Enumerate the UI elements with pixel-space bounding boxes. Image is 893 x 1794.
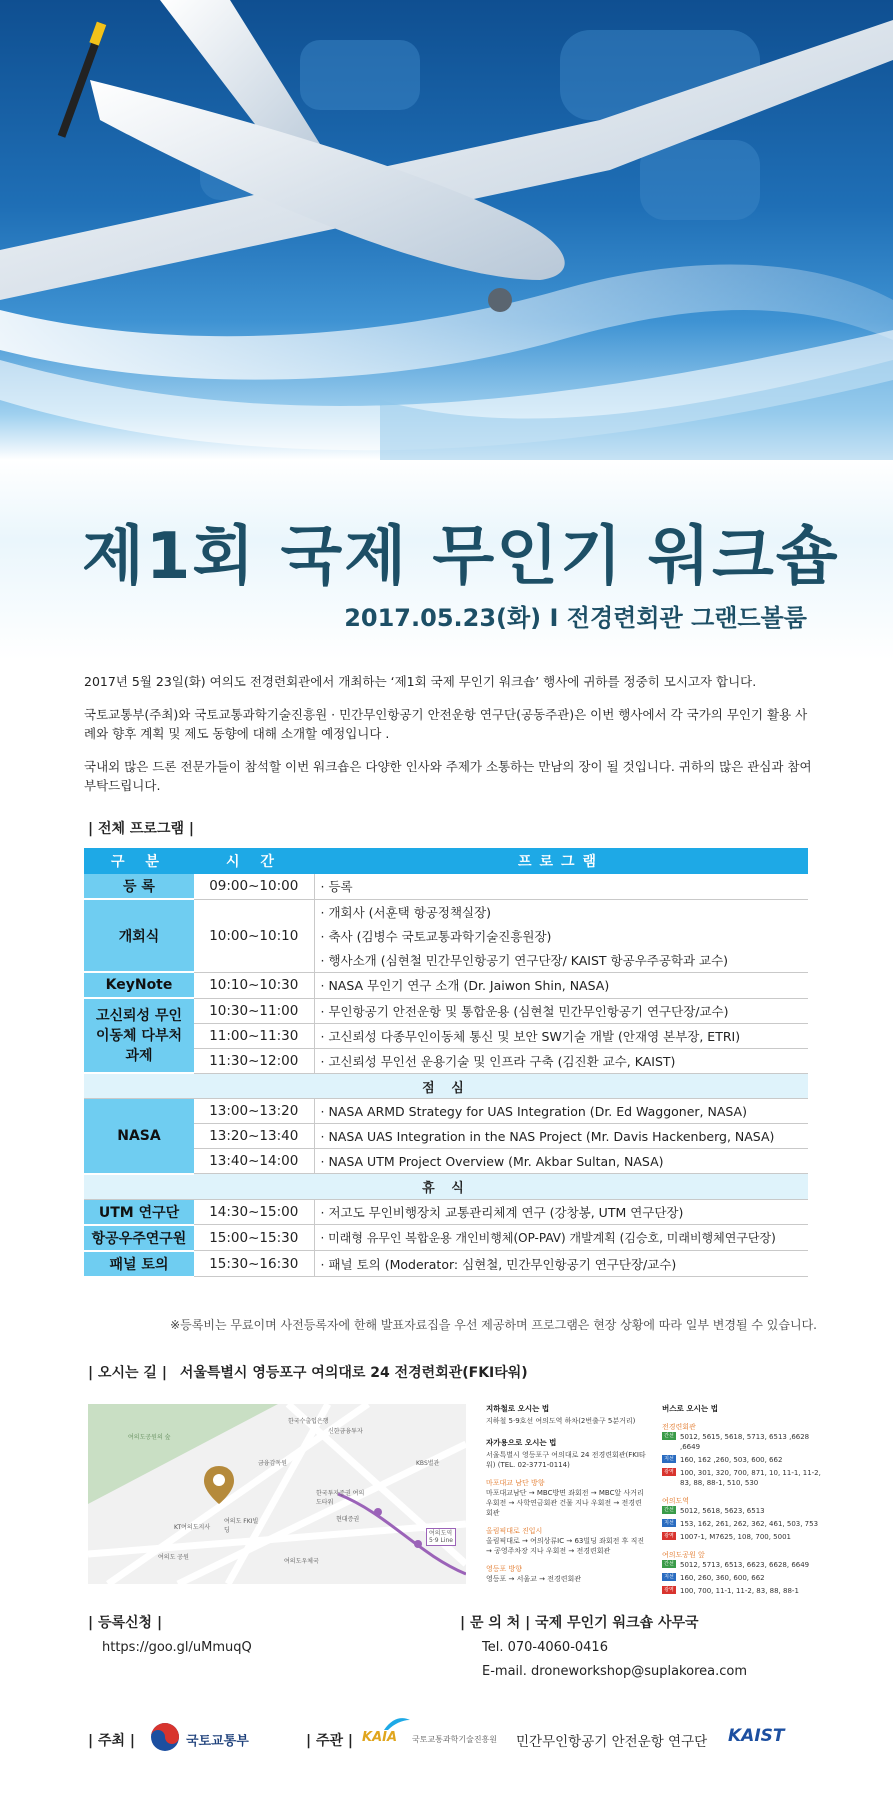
table-header-row <box>84 848 808 874</box>
location-label: | 오시는 길 | <box>88 1365 167 1381</box>
registration-note: ※등록비는 무료이며 사전등록자에 한해 발표자료집을 우선 제공하며 프로그램은 현장 상황에 따라 일부 변경될 수 있습니다. <box>170 1318 817 1332</box>
bus-title: 버스로 오시는 법 <box>662 1404 718 1413</box>
header-category: 구 분 <box>84 848 194 874</box>
bus-type-badge: 지선 <box>662 1519 676 1527</box>
bus-routes: 100, 301, 320, 700, 871, 10, 11-1, 11-2, 83, 88, 88-1, 510, 530 <box>680 1469 821 1487</box>
bus-type-badge: 간선 <box>662 1432 676 1440</box>
map-label: 여의도우체국 <box>284 1558 319 1565</box>
directions-bus <box>662 1404 822 1599</box>
category-cell: 패널 토의 <box>84 1251 194 1277</box>
bus-type-badge: 광역 <box>662 1532 676 1540</box>
time-cell: 15:30~16:30 <box>194 1251 314 1277</box>
car-desc: 서울특별시 영등포구 여의대로 24 전경련회관(FKI타워) (TEL. 02-3771-0114) <box>486 1451 646 1469</box>
bus-line <box>662 1432 822 1452</box>
location-pin-icon <box>204 1466 234 1504</box>
map-label: 금융감독원 <box>258 1460 287 1467</box>
car-title: 자가용으로 오시는 법 <box>486 1438 557 1447</box>
bus-routes: 100, 700, 11-1, 11-2, 83, 88, 88-1 <box>680 1587 799 1595</box>
category-cell: 항공우주연구원 <box>84 1225 194 1251</box>
map-label: KT여의도지사 <box>174 1524 211 1531</box>
page-title: 제1회 국제 무인기 워크숍 <box>82 520 840 594</box>
bus-line <box>662 1455 822 1465</box>
bus-routes: 5012, 5713, 6513, 6623, 6628, 6649 <box>680 1561 810 1569</box>
bus-type-badge: 간선 <box>662 1506 676 1514</box>
map-label: 한국수출입은행 <box>288 1418 329 1425</box>
program-cell: · NASA 무인기 연구 소개 (Dr. Jaiwon Shin, NASA) <box>314 972 808 998</box>
bus-type-badge: 지선 <box>662 1573 676 1581</box>
bus-routes: 5012, 5615, 5618, 5713, 6513 ,6628 ,6649 <box>680 1433 810 1451</box>
map-label: 여의도 공원 <box>158 1554 189 1561</box>
bus-type-badge: 광역 <box>662 1468 676 1476</box>
bus-stop-name: 여의도역 <box>662 1497 690 1505</box>
program-table <box>84 848 808 1278</box>
table-row <box>84 1251 808 1277</box>
header-program: 프로그램 <box>314 848 808 874</box>
subway-desc: 지하철 5·9호선 여의도역 하차(2번출구 5분거리) <box>486 1417 636 1425</box>
bus-line <box>662 1532 822 1542</box>
program-cell: · 저고도 무인비행장치 교통관리체계 연구 (강창봉, UTM 연구단장) <box>314 1199 808 1225</box>
time-cell: 09:00~10:00 <box>194 874 314 899</box>
program-cell: · 행사소개 (심현철 민간무인항공기 연구단장/ KAIST 항공우주공학과 교수) <box>314 948 808 973</box>
program-cell: · 등록 <box>314 874 808 899</box>
registration-label: | 등록신청 | <box>88 1615 163 1631</box>
car-route-desc: 영등포 → 서울교 → 전경련회관 <box>486 1575 582 1583</box>
program-cell: · 무인항공기 안전운항 및 통합운용 (심현철 민간무인항공기 연구단장/교수) <box>314 998 808 1023</box>
program-section-title: | 전체 프로그램 | <box>88 821 194 837</box>
station-name: 여의도역 <box>429 1530 453 1537</box>
subway-station-label <box>426 1528 456 1546</box>
kaist-logo: KAIST <box>728 1726 785 1746</box>
table-row <box>84 1073 808 1099</box>
table-row <box>84 874 808 899</box>
bus-groups <box>662 1422 822 1596</box>
time-cell: 11:00~11:30 <box>194 1023 314 1048</box>
table-row <box>84 998 808 1023</box>
bus-routes: 160, 162 ,260, 503, 600, 662 <box>680 1456 783 1464</box>
station-line: 5·9 Line <box>429 1537 453 1544</box>
time-cell: 14:30~15:00 <box>194 1199 314 1225</box>
drone-camera-icon <box>488 288 512 312</box>
host-name: 국토교통부 <box>186 1734 249 1749</box>
bus-line <box>662 1468 822 1488</box>
table-row <box>84 1099 808 1124</box>
table-row <box>84 1199 808 1225</box>
program-cell: · NASA ARMD Strategy for UAS Integration (Dr. Ed Waggoner, NASA) <box>314 1099 808 1124</box>
time-cell: 13:40~14:00 <box>194 1149 314 1174</box>
bus-stop-name: 전경련회관 <box>662 1423 696 1431</box>
header-time: 시 간 <box>194 848 314 874</box>
map-label: KBS별관 <box>416 1460 440 1467</box>
organizer-label: | 주관 | <box>306 1733 354 1749</box>
intro-paragraph: 국토교통부(주최)와 국토교통과학기술진흥원 · 민간무인항공기 안전운항 연구단(공동주관)은 이번 행사에서 각 국가의 무인기 활용 사례와 향후 계획 및 제도 동향에 대해 소개할 예정입니다 . <box>84 707 808 741</box>
bus-routes: 160, 260, 360, 600, 662 <box>680 1574 765 1582</box>
location-section <box>88 1362 528 1382</box>
table-row <box>84 1225 808 1251</box>
event-date-venue: 2017.05.23(화) Ⅰ 전경련회관 그랜드볼룸 <box>344 604 807 632</box>
intro-paragraph: 2017년 5월 23일(화) 여의도 전경련회관에서 개최하는 ‘제1회 국제 무인기 워크숍’ 행사에 귀하를 정중히 모시고자 합니다. <box>84 674 757 689</box>
time-cell: 13:20~13:40 <box>194 1124 314 1149</box>
category-cell: 등 록 <box>84 874 194 899</box>
rest-break: 휴 식 <box>84 1174 808 1200</box>
table-row <box>84 972 808 998</box>
program-cell: · 개회사 (서훈택 항공정책실장) <box>320 904 492 920</box>
table-row <box>84 899 808 924</box>
bus-type-badge: 간선 <box>662 1560 676 1568</box>
car-route-desc: 마포대교남단 → MBC방면 좌회전 → MBC앞 사거리 우회전 → 사학연금회관 건물 지나 우회전 → 전경련회관 <box>486 1489 644 1517</box>
map-label: 여의도공원의 숲 <box>128 1434 171 1441</box>
drone-illustration <box>0 0 893 460</box>
program-cell: · 고신뢰성 무인선 운용기술 및 인프라 구축 (김진환 교수, KAIST) <box>314 1048 808 1073</box>
program-cell: · NASA UTM Project Overview (Mr. Akbar Sultan, NASA) <box>314 1149 808 1174</box>
time-cell: 10:00~10:10 <box>194 899 314 972</box>
bus-type-badge: 광역 <box>662 1586 676 1594</box>
table-row <box>84 1174 808 1200</box>
car-route-name: 올림픽대로 진입시 <box>486 1527 543 1535</box>
time-cell: 11:30~12:00 <box>194 1048 314 1073</box>
program-cell: · 축사 (김병수 국토교통과학기술진흥원장) <box>320 928 552 944</box>
kaia-full-name: 국토교통과학기술진흥원 <box>412 1735 498 1744</box>
kaia-logo: KAIA <box>362 1730 398 1745</box>
contact-email[interactable]: E-mail. droneworkshop@suplakorea.com <box>482 1664 747 1679</box>
category-cell: 개회식 <box>84 899 194 972</box>
bus-type-badge: 지선 <box>662 1455 676 1463</box>
category-cell: KeyNote <box>84 972 194 998</box>
bus-routes: 1007-1, M7625, 108, 700, 5001 <box>680 1533 791 1541</box>
bus-stop-name: 여의도공원 앞 <box>662 1551 705 1559</box>
bus-line <box>662 1519 822 1529</box>
category-cell: 고신뢰성 무인이동체 다부처과제 <box>84 998 194 1073</box>
bus-routes: 153, 162, 261, 262, 362, 461, 503, 753 <box>680 1520 819 1528</box>
time-cell: 13:00~13:20 <box>194 1099 314 1124</box>
map-label: 신한금융투자 <box>328 1428 363 1435</box>
map-label: 현대증권 <box>336 1516 360 1523</box>
bus-line <box>662 1560 822 1570</box>
program-cell: · 미래형 유무인 복합운용 개인비행체(OP-PAV) 개발계획 (김승호, 미래비행체연구단장) <box>314 1225 808 1251</box>
korea-emblem-icon <box>150 1722 180 1752</box>
location-address: 서울특별시 영등포구 여의대로 24 전경련회관(FKI타워) <box>179 1365 528 1381</box>
category-cell: UTM 연구단 <box>84 1199 194 1225</box>
intro-paragraph: 국내외 많은 드론 전문가들이 참석할 이번 워크숍은 다양한 인사와 주제가 소통하는 만남의 장이 될 것입니다. 귀하의 많은 관심과 참여부탁드립니다. <box>84 759 812 793</box>
map-label: 여의도 FKI빌딩 <box>224 1518 259 1534</box>
time-cell: 15:00~15:30 <box>194 1225 314 1251</box>
program-cell: · NASA UAS Integration in the NAS Project (Mr. Davis Hackenberg, NASA) <box>314 1124 808 1149</box>
lunch-break: 점 심 <box>84 1073 808 1099</box>
bus-line <box>662 1586 822 1596</box>
program-cell: · 고신뢰성 다종무인이동체 통신 및 보안 SW기술 개발 (안재영 본부장, ETRI) <box>314 1023 808 1048</box>
host-label: | 주최 | <box>88 1733 136 1749</box>
map-label: 한국투자증권 여의도타워 <box>316 1490 365 1506</box>
contact-label: | 문 의 처 | 국제 무인기 워크숍 사무국 <box>460 1615 699 1631</box>
contact-tel: Tel. 070-4060-0416 <box>482 1640 608 1655</box>
intro-text <box>84 672 814 809</box>
bus-routes: 5012, 5618, 5623, 6513 <box>680 1507 765 1515</box>
subway-title: 지하철로 오시는 법 <box>486 1404 550 1413</box>
bus-line <box>662 1573 822 1583</box>
lab-name: 민간무인항공기 안전운항 연구단 <box>516 1734 708 1750</box>
car-route-name: 영등포 방향 <box>486 1565 523 1573</box>
time-cell: 10:10~10:30 <box>194 972 314 998</box>
category-cell: NASA <box>84 1099 194 1174</box>
hero-banner <box>0 0 893 460</box>
kaia-swoosh-icon <box>384 1716 410 1730</box>
car-route-name: 마포대교 남단 방향 <box>486 1479 545 1487</box>
bus-line <box>662 1506 822 1516</box>
location-map[interactable] <box>88 1404 466 1584</box>
time-cell: 10:30~11:00 <box>194 998 314 1023</box>
program-cell: · 패널 토의 (Moderator: 심현철, 민간무인항공기 연구단장/교수) <box>314 1251 808 1277</box>
registration-link[interactable]: https://goo.gl/uMmuqQ <box>102 1640 252 1655</box>
car-route-desc: 올림픽대로 → 여의상류IC → 63빌딩 좌회전 후 직진 → 공영주차장 지나 우회전 → 전경련회관 <box>486 1537 645 1555</box>
directions-transit <box>486 1404 646 1584</box>
